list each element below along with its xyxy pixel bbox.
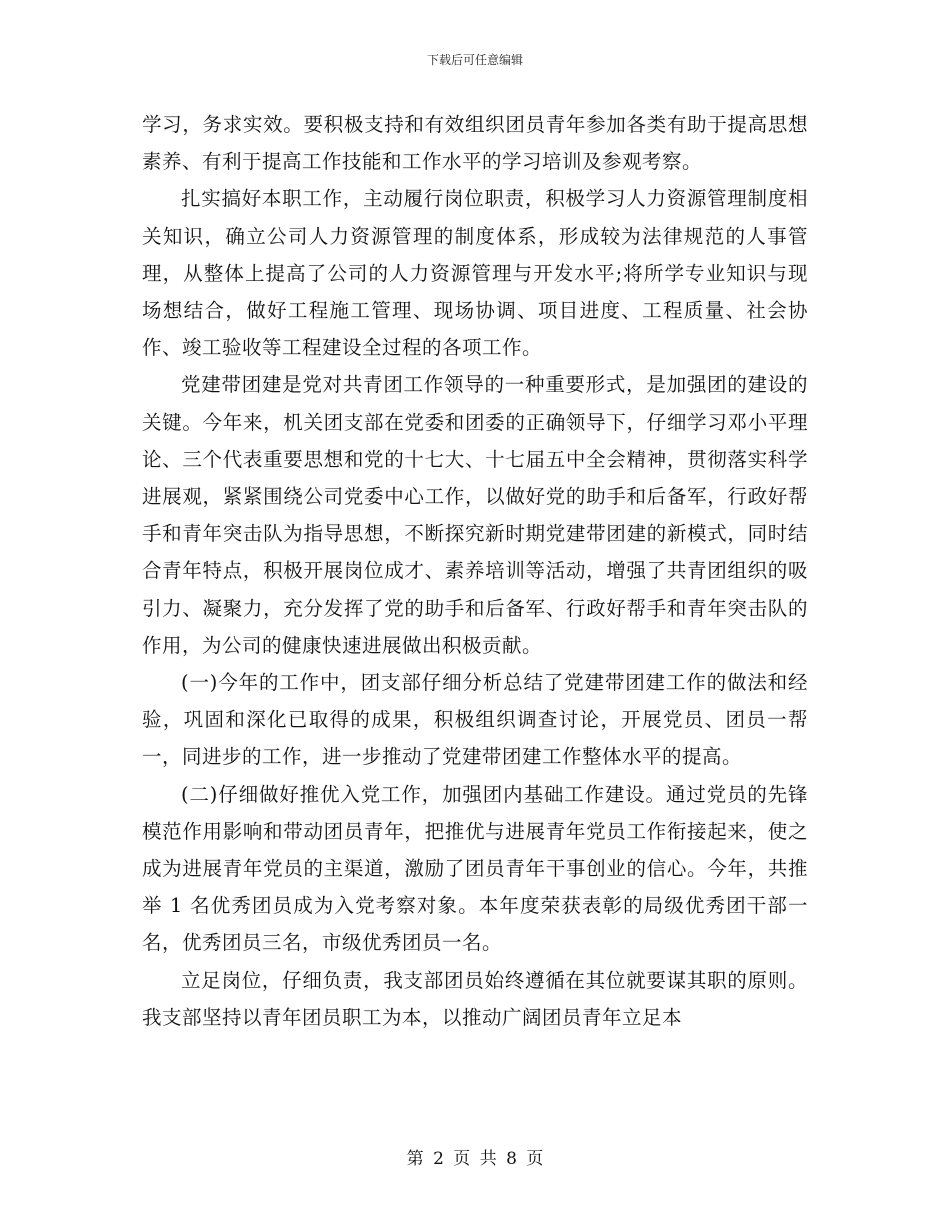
paragraph: 扎实搞好本职工作，主动履行岗位职责，积极学习人力资源管理制度相关知识，确立公司人力资源管理的制度体系，形成较为法律规范的人事管理，从整体上提高了公司的人力资源管理与开发水平;将所学专业知识与现场想结合，做好工程施工管理、现场协调、项目进度、工程质量、社会协作、竣工验收等工程建设全过程的各项工作。	[142, 187, 808, 360]
paragraph: 立足岗位，仔细负责，我支部团员始终遵循在其位就要谋其职的原则。我支部坚持以青年团员职工为本，以推动广阔团员青年立足本	[142, 968, 808, 1029]
paragraph: 党建带团建是党对共青团工作领导的一种重要形式，是加强团的建设的关键。今年来，机关团支部在党委和团委的正确领导下，仔细学习邓小平理论、三个代表重要思想和党的十七大、十七届五中全会精神，贯彻落实科学进展观，紧紧围绕公司党委中心工作，以做好党的助手和后备军，行政好帮手和青年突击队为指导思想，不断探究新时期党建带团建的新模式，同时结合青年特点，积极开展岗位成才、素养培训等活动，增强了共青团组织的吸引力、凝聚力，充分发挥了党的助手和后备军、行政好帮手和青年突击队的作用，为公司的健康快速进展做出积极贡献。	[142, 373, 808, 657]
paragraph: 学习，务求实效。要积极支持和有效组织团员青年参加各类有助于提高思想素养、有利于提高工作技能和工作水平的学习培训及参观考察。	[142, 113, 808, 174]
page-number-footer: 第 2 页 共 8 页	[406, 1149, 544, 1169]
page-header: 下载后可任意编辑	[426, 53, 523, 67]
paragraph: (二)仔细做好推优入党工作，加强团内基础工作建设。通过党员的先锋模范作用影响和带动团员青年，把推优与进展青年党员工作衔接起来，使之成为进展青年党员的主渠道，激励了团员青年干事创业的信心。今年，共推举 1 名优秀团员成为入党考察对象。本年度荣获表彰的局级优秀团干部一名，优秀团员三名，市级优秀团员一名。	[142, 782, 808, 955]
document-body	[142, 106, 808, 1036]
paragraph: (一)今年的工作中，团支部仔细分析总结了党建带团建工作的做法和经验，巩固和深化已取得的成果，积极组织调查讨论，开展党员、团员一帮一，同进步的工作，进一步推动了党建带团建工作整体水平的提高。	[142, 671, 808, 769]
